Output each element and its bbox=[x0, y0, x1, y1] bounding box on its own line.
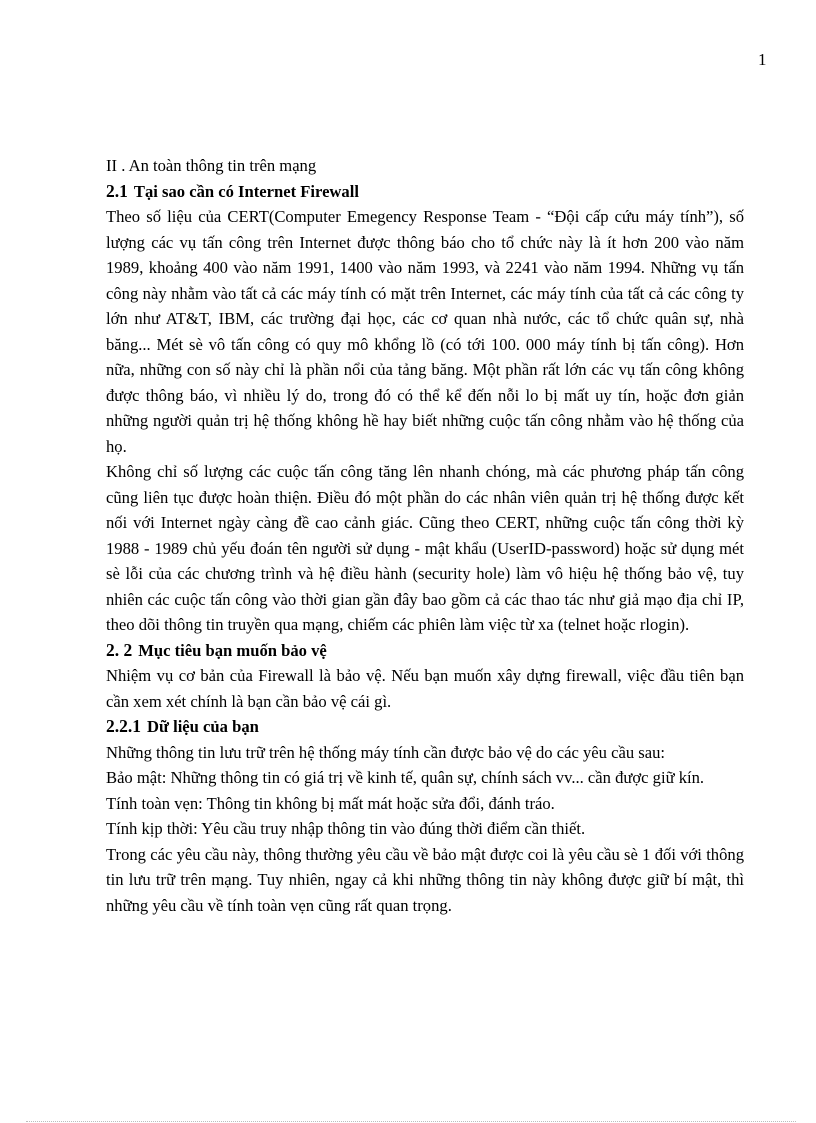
section-title: II . An toàn thông tin trên mạng bbox=[106, 156, 317, 175]
heading-2-2 bbox=[106, 638, 744, 664]
paragraph-firewall-task: Nhiệm vụ cơ bản của Firewall là bảo vệ. Nếu bạn muốn xây dựng firewall, việc đầu tiên bạn cần xem xét chính là bạn cần bảo vệ cái gì. bbox=[106, 666, 744, 711]
page-number: 1 bbox=[758, 50, 767, 69]
page-bottom-divider bbox=[26, 1121, 796, 1122]
paragraph-timeliness: Tính kịp thời: Yêu cầu truy nhập thông tin vào đúng thời điểm cần thiết. bbox=[106, 819, 586, 838]
heading-2-1-title: Tại sao cần có Internet Firewall bbox=[133, 181, 359, 201]
heading-2-1 bbox=[106, 179, 744, 205]
paragraph-priority: Trong các yêu cầu này, thông thường yêu cầu về bảo mật được coi là yêu cầu sè 1 đối với thông tin lưu trữ trên mạng. Tuy nhiên, ngay cả khi những thông tin này không được giữ bí mật, thì những yêu cầu về tính toàn vẹn cũng rất quan trọng. bbox=[106, 844, 744, 915]
paragraph-attack-methods: Không chỉ số lượng các cuộc tấn công tăng lên nhanh chóng, mà các phương pháp tấn công cũng liên tục được hoàn thiện. Điều đó một phần do các nhân viên quản trị hệ thống được kết nối với Internet ngày càng đề cao cảnh giác. Cũng theo CERT, những cuộc tấn công thời kỳ 1988 - 1989 chủ yếu đoán tên người sử dụng - mật khẩu (UserID-password) hoặc sử dụng mét sè lỗi của các chương trình và hệ điều hành (security hole) làm vô hiệu hệ thống bảo vệ, tuy nhiên các cuộc tấn công vào thời gian gần đây bao gồm cả các thao tác như giả mạo địa chỉ IP, theo dõi thông tin truyền qua mạng, chiếm các phiên làm việc từ xa (telnet hoặc rlogin). bbox=[106, 462, 744, 634]
heading-2-2-1-number: 2.2.1 bbox=[106, 716, 141, 736]
heading-2-2-title: Mục tiêu bạn muốn bảo vệ bbox=[138, 640, 327, 660]
heading-2-1-number: 2.1 bbox=[106, 180, 128, 201]
paragraph-data-requirements: Những thông tin lưu trữ trên hệ thống máy tính cần được bảo vệ do các yêu cầu sau: bbox=[106, 742, 666, 762]
paragraph-integrity: Tính toàn vẹn: Thông tin không bị mất mát hoặc sửa đổi, đánh tráo. bbox=[106, 793, 555, 813]
heading-2-2-number: 2. 2 bbox=[106, 639, 133, 660]
heading-2-2-1 bbox=[106, 714, 744, 740]
document-body bbox=[106, 153, 744, 918]
paragraph-confidentiality: Bảo mật: Những thông tin có giá trị về kinh tế, quân sự, chính sách vv... cần được giữ kín. bbox=[106, 768, 705, 787]
heading-2-2-1-title: Dữ liệu của bạn bbox=[147, 717, 259, 736]
paragraph-cert-statistics: Theo số liệu của CERT(Computer Emegency Response Team - “Đội cấp cứu máy tính”), số lượng các vụ tấn công trên Internet được thông báo cho tổ chức này là ít hơn 200 vào năm 1989, khoảng 400 vào năm 1991, 1400 vào năm 1993, và 2241 vào năm 1994. Những vụ tấn công này nhằm vào tất cả các máy tính có mặt trên Internet, các máy tính của tất cả các công ty lớn như AT&T, IBM, các trường đại học, các cơ quan nhà nước, các tổ chức quân sự, nhà băng... Mét sè vô tấn công có quy mô khổng lồ (có tới 100. 000 máy tính bị tấn công). Hơn nữa, những con số này chỉ là phần nổi của tảng băng. Một phần rất lớn các vụ tấn công không được thông báo, vì nhiều lý do, trong đó có thể kể đến nỗi lo bị mất uy tín, hoặc đơn giản những người quản trị hệ thống không hề hay biết những cuộc tấn công nhằm vào hệ thống của họ. bbox=[106, 207, 744, 456]
